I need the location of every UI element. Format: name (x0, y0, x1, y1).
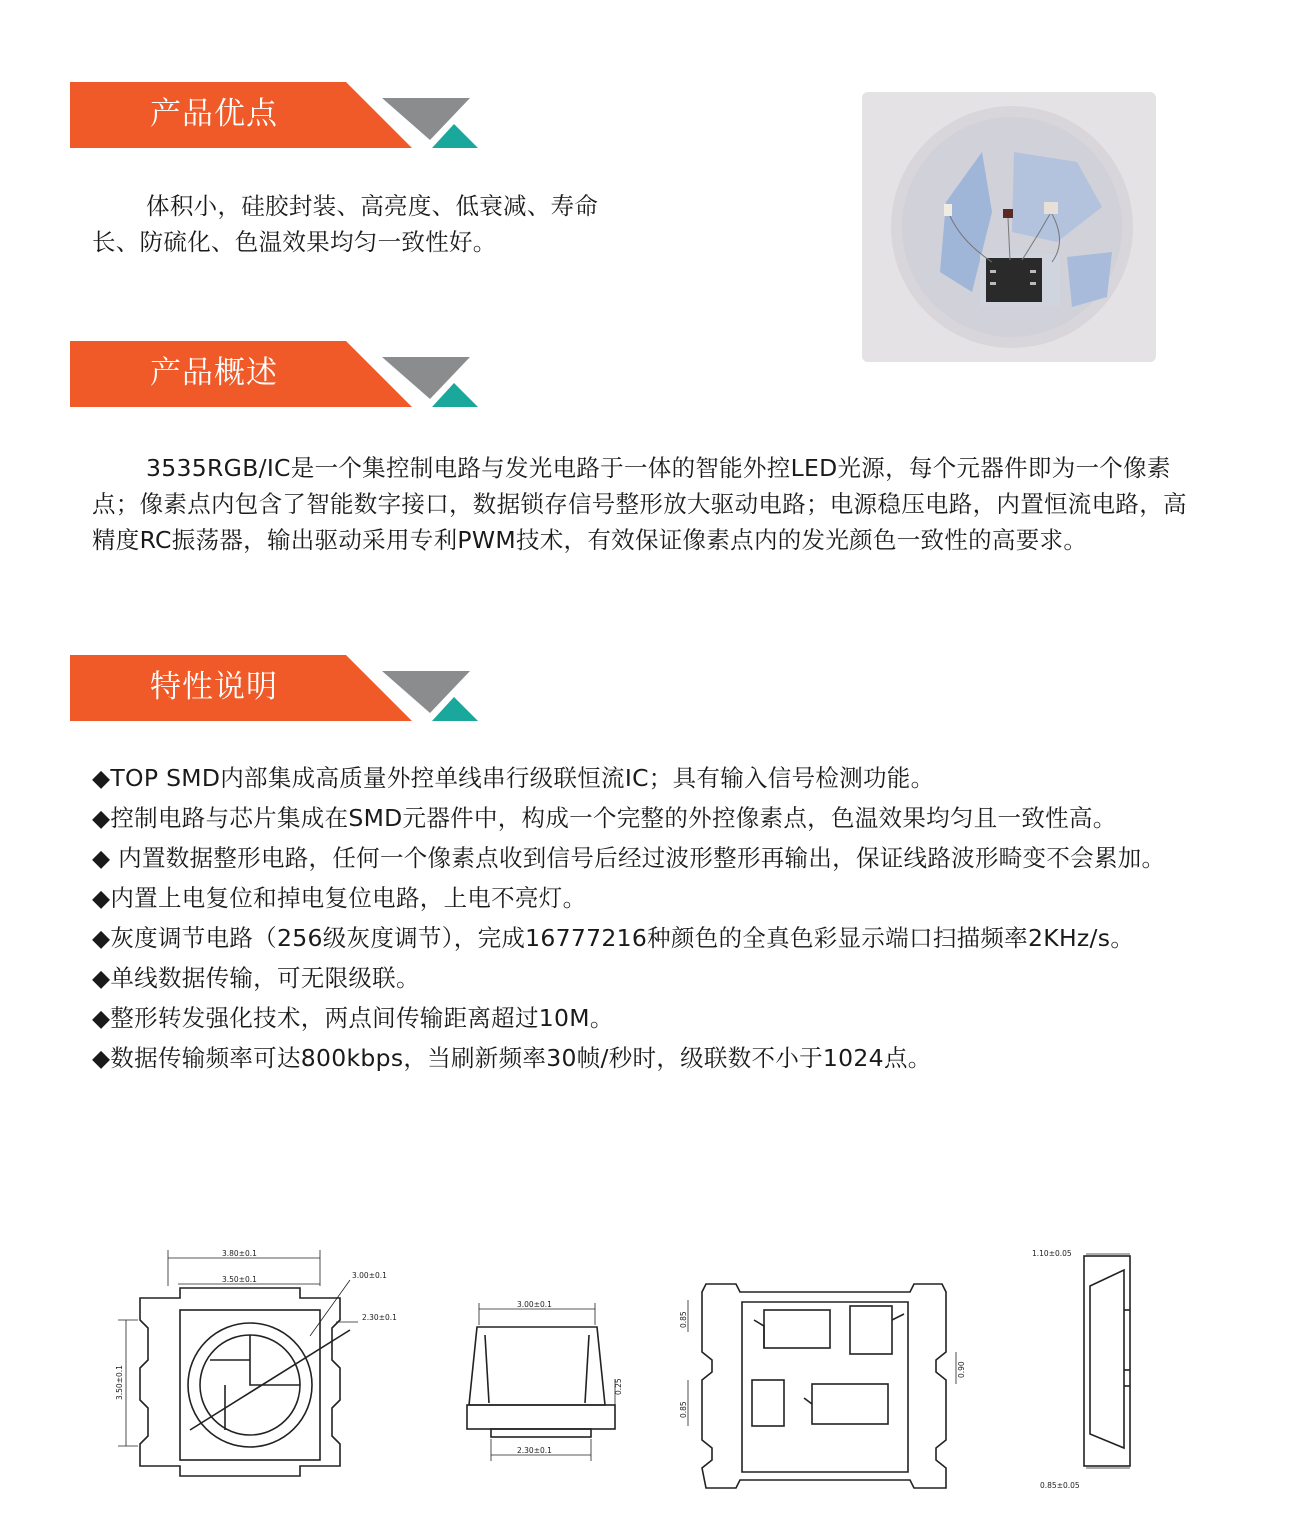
section-header-overview (70, 341, 480, 407)
feature-item: ◆整形转发强化技术，两点间传输距离超过10M。 (92, 1004, 614, 1032)
bottom-view-drawing (672, 1260, 972, 1510)
feature-item: ◆单线数据传输，可无限级联。 (92, 964, 420, 992)
section-title: 产品概述 (150, 355, 278, 391)
feature-list (92, 760, 1204, 1080)
overview-paragraph (92, 450, 1204, 558)
dim-pad-gap: 0.90 (957, 1361, 966, 1378)
dim-pad-height-b: 0.85 (679, 1401, 688, 1418)
profile-view-drawing (1020, 1240, 1170, 1520)
dim-top-height: 3.50±0.1 (115, 1365, 124, 1400)
feature-item: ◆TOP SMD内部集成高质量外控单线串行级联恒流IC；具有输入信号检测功能。 (92, 764, 935, 792)
dim-dome-inner: 2.30±0.1 (362, 1313, 397, 1322)
dim-top-width-outer: 3.80±0.1 (222, 1249, 257, 1258)
side-view-drawing (455, 1295, 630, 1470)
dim-profile-total: 1.10±0.05 (1032, 1249, 1072, 1258)
section-title: 特性说明 (150, 669, 278, 705)
advantages-line-1: 体积小，硅胶封装、高亮度、低衰减、寿命 (146, 192, 599, 220)
feature-item: ◆内置上电复位和掉电复位电路，上电不亮灯。 (92, 884, 587, 912)
advantages-paragraph (92, 188, 652, 260)
section-title: 产品优点 (150, 96, 278, 132)
section-header-features (70, 655, 480, 721)
section-header-advantages (70, 82, 480, 148)
top-view-drawing (100, 1240, 420, 1520)
advantages-line-2: 长、防硫化、色温效果均匀一致性好。 (92, 228, 497, 256)
overview-text: 3535RGB/IC是一个集控制电路与发光电路于一体的智能外控LED光源，每个元器件即为一个像素点；像素点内包含了智能数字接口，数据锁存信号整形放大驱动电路；电源稳压电路，内置恒流电路，高精度RC振荡器，输出驱动采用专利PWM技术，有效保证像素点内的发光颜色一致性的高要求。 (92, 454, 1187, 554)
dim-profile-body: 0.85±0.05 (1040, 1481, 1080, 1490)
feature-item: ◆ 内置数据整形电路，任何一个像素点收到信号后经过波形整形再输出，保证线路波形畸变不会累加。 (92, 844, 1166, 872)
dim-side-bottom: 2.30±0.1 (517, 1446, 552, 1455)
dim-side-base-height: 0.25 (614, 1378, 623, 1395)
feature-item: ◆灰度调节电路（256级灰度调节），完成16777216种颜色的全真色彩显示端口扫描频率2KHz/s。 (92, 924, 1135, 952)
dim-pad-height-a: 0.85 (679, 1311, 688, 1328)
dim-dome-dia: 3.00±0.1 (352, 1271, 387, 1280)
dim-top-width-inner: 3.50±0.1 (222, 1275, 257, 1284)
dim-side-top: 3.00±0.1 (517, 1300, 552, 1309)
feature-item: ◆数据传输频率可达800kbps，当刷新频率30帧/秒时，级联数不小于1024点。 (92, 1044, 932, 1072)
led-product-photo (862, 92, 1156, 362)
feature-item: ◆控制电路与芯片集成在SMD元器件中，构成一个完整的外控像素点，色温效果均匀且一致性高。 (92, 804, 1117, 832)
